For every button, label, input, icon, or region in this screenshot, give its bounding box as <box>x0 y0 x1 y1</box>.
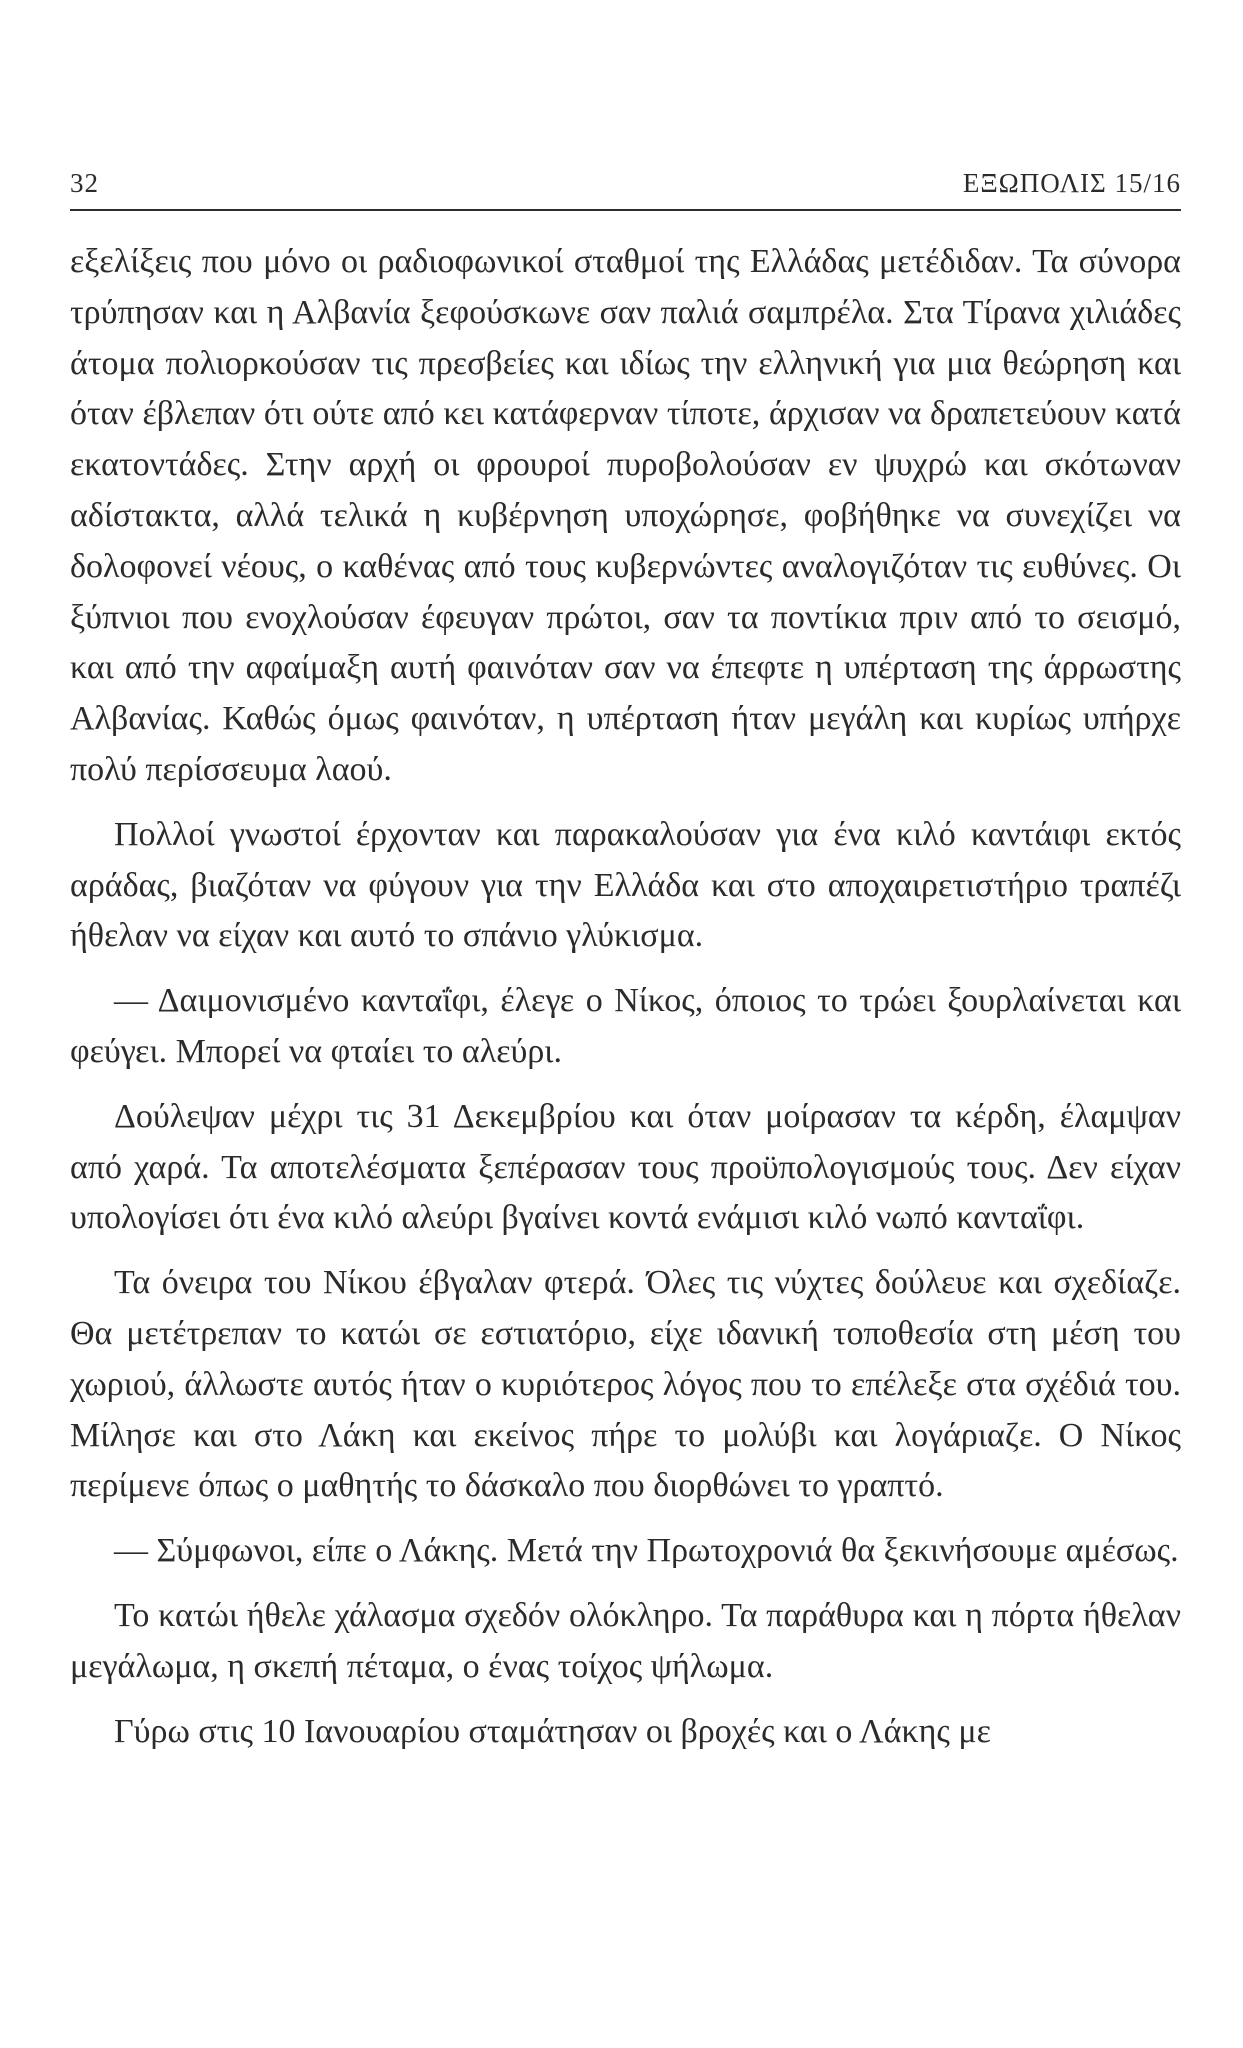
paragraph-1: εξελίξεις που μόνο οι ραδιοφωνικοί σταθμοί της Ελλάδας μετέδιδαν. Τα σύνορα τρύπησαν και η Αλβανία ξεφούσκωνε σαν παλιά σαμπρέλα. Στα Τίρανα χιλιάδες άτομα πολιορκούσαν τις πρεσβείες και ιδίως την ελληνική για μια θεώρηση και όταν έβλεπαν ότι ούτε από κει κατάφερναν τίποτε, άρχισαν να δραπετεύουν κατά εκατοντάδες. Στην αρχή οι φρουροί πυροβολούσαν εν ψυχρώ και σκότωναν αδίστακτα, αλλά τελικά η κυβέρνηση υποχώρησε, φοβήθηκε να συνεχίζει να δολοφονεί νέους, ο καθένας από τους κυβερνώντες αναλογιζόταν τις ευθύνες. Οι ξύπνιοι που ενοχλούσαν έφευγαν πρώτοι, σαν τα ποντίκια πριν από το σεισμό, και από την αφαίμαξη αυτή φαινόταν σαν να έπεφτε η υπέρταση της άρρωστης Αλβανίας. Καθώς όμως φαινόταν, η υπέρταση ήταν μεγάλη και κυρίως υπήρχε πολύ περίσσευμα λαού. <box>70 243 1181 788</box>
running-title: ΕΞΩΠΟΛΙΣ 15/16 <box>962 168 1181 198</box>
page-body <box>70 237 1181 1757</box>
paragraph-5: Το κατώι ήθελε χάλασμα σχεδόν ολόκληρο. Τα παράθυρα και η πόρτα ήθελαν μεγάλωμα, η σκεπή πέταμα, ο ένας τοίχος ψήλωμα. <box>70 1596 1181 1685</box>
paragraph-6: Γύρω στις 10 Ιανουαρίου σταμάτησαν οι βροχές και ο Λάκης με <box>114 1712 991 1750</box>
dialogue-1: — Δαιμονισμένο κανταΐφι, έλεγε ο Νίκος, όποιος το τρώει ξουρλαίνεται και φεύγει. Μπορεί να φταίει το αλεύρι. <box>70 982 1181 1070</box>
page-header <box>70 168 1181 211</box>
paragraph-2: Πολλοί γνωστοί έρχονταν και παρακαλούσαν για ένα κιλό καντάιφι εκτός αράδας, βιαζόταν να φύγουν για την Ελλάδα και στο αποχαιρετιστήριο τραπέζι ήθελαν να είχαν και αυτό το σπάνιο γλύκισμα. <box>70 815 1181 955</box>
paragraph-4: Τα όνειρα του Νίκου έβγαλαν φτερά. Όλες τις νύχτες δούλευε και σχεδίαζε. Θα μετέτρεπαν το κατώι σε εστιατόριο, είχε ιδανική τοποθεσία στη μέση του χωριού, άλλωστε αυτός ήταν ο κυριότερος λόγος που το επέλεξε στα σχέδιά του. Μίλησε και στο Λάκη και εκείνος πήρε το μολύβι και λογάριαζε. Ο Νίκος περίμενε όπως ο μαθητής το δάσκαλο που διορθώνει το γραπτό. <box>70 1264 1181 1505</box>
dialogue-2: — Σύμφωνοι, είπε ο Λάκης. Μετά την Πρωτοχρονιά θα ξεκινήσουμε αμέσως. <box>114 1532 1179 1570</box>
page-number: 32 <box>70 168 99 198</box>
paragraph-3: Δούλεψαν μέχρι τις 31 Δεκεμβρίου και όταν μοίρασαν τα κέρδη, έλαμψαν από χαρά. Τα αποτελέσματα ξεπέρασαν τους προϋπολογισμούς τους. Δεν είχαν υπολογίσει ότι ένα κιλό αλεύρι βγαίνει κοντά ενάμισι κιλό νωπό κανταΐφι. <box>70 1097 1181 1237</box>
